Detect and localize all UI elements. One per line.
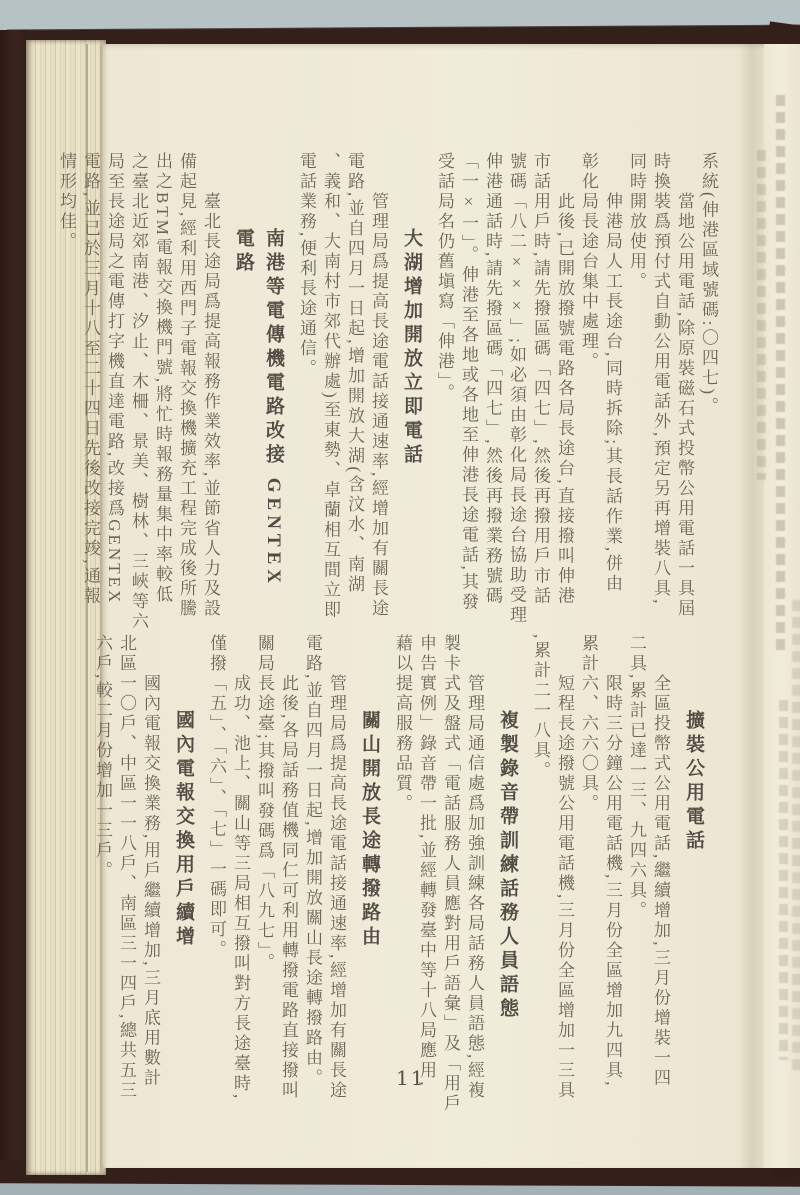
text-column: 情形均佳。	[57, 152, 76, 252]
show-through-text-smudge	[779, 700, 788, 1060]
text-column: 系統(伸港區域號碼:〇四七)。	[699, 152, 718, 418]
text-column: 限時三分鐘公用電話機,三月份全區增加九四具,	[603, 634, 622, 1089]
text-column: 伸港通話時,請先撥區碼「四七」,然後再撥業務號碼	[483, 152, 502, 607]
book-cover-spine-left	[0, 30, 27, 1180]
text-column: 此後,各局話務值機同仁可利用轉撥電路直接撥叫	[279, 634, 298, 1102]
text-column: 市話用戶時,請先撥區碼「四七」,然後再撥用戶市話	[531, 152, 550, 607]
text-column: 此後,已開放撥號電路各局長途台,直接撥叫伸港	[555, 152, 574, 607]
text-column: 國內電報交換業務,用戶繼續增加,三月底用數計	[141, 634, 160, 1089]
section-heading: 大湖增加開放立即電話	[401, 228, 422, 468]
text-column: 受話局名仍舊塡寫「伸港」。	[435, 152, 454, 404]
text-column: 彰化局長途台集中處理。	[579, 152, 598, 372]
section-heading: 複製錄音帶訓練話務人員語態	[497, 710, 518, 1022]
section-heading: 關山開放長途轉撥路由	[359, 710, 380, 950]
text-column: 申告實例」錄音帶一批,並經轉發臺中等十八局應用,	[417, 634, 436, 1089]
text-column: 出之BTM電報交換機門號,將忙時報務量集中率較低	[153, 152, 172, 606]
text-column: 電路,並自四月一日起,增加開放關山長途轉撥路由。	[303, 634, 322, 1089]
text-column: 管理局通信處爲加強訓練各局話務人員語態,經複	[465, 634, 484, 1102]
text-column: 電話業務,便利長途通信。	[297, 152, 316, 380]
text-column: 、義和、大南村市郊代辦處)至東勢、卓蘭相互間立即	[321, 152, 340, 621]
section-heading: 南港等電傳機電路改接 GENTEX 電路	[233, 228, 284, 588]
bottom-text-band	[90, 634, 714, 1114]
text-column: 短程長途撥號公用電話機,三月份全區增加一三具	[555, 634, 574, 1102]
text-column: 同時開放使用。	[627, 152, 646, 292]
show-through-text-smudge	[776, 95, 785, 655]
text-column: 之臺北近郊南港、汐止、木柵、景美、樹林、三峽等六	[129, 152, 148, 632]
text-column: ,累計二一八具。	[531, 634, 550, 782]
text-column: 電路,並自四月一日起,增加開放大湖(含汶水、南湖	[345, 152, 364, 596]
top-text-band	[54, 152, 720, 632]
text-column: 臺北長途局爲提高報務作業效率,並節省人力及設	[201, 152, 220, 620]
text-column: 北區一〇戶、中區一一八戶、南區三一四戶,總共五三	[117, 634, 136, 1102]
text-column: 全區投幣式公用電話,繼續增加,三月份增裝一四	[651, 634, 670, 1089]
text-column: 當地公用電話,除原裝磁石式投幣公用電話一具屆	[675, 152, 694, 620]
page-number: 11	[396, 1066, 426, 1090]
section-heading: 國內電報交換用戶續增	[173, 710, 194, 950]
text-column: 局至長途局之電傳打字機直達電路,改接爲GENTEX	[105, 152, 124, 606]
text-column: 製卡式及盤式「電話服務人員應對用戶語彙」及「用戶	[441, 634, 460, 1114]
text-column: 號碼「八二×××」;如必須由彰化局長途台協助受理	[507, 152, 526, 626]
text-column: 累計六、六六〇具。	[579, 634, 598, 814]
show-through-text-smudge	[757, 150, 766, 480]
text-column: 成功、池上、關山等三局相互撥叫對方長途臺時,	[231, 634, 250, 1102]
text-column: 時換裝爲預付式自動公用電話外,預定另再增裝八具,	[651, 152, 670, 607]
text-column: 藉以提高服務品質。	[393, 634, 412, 814]
text-column: 僅撥「五」、「六」、「七」一碼即可。	[207, 634, 226, 960]
text-column: 管理局爲提高長途電話接通速率,經增加有關長途	[327, 634, 346, 1102]
text-column: 管理局爲提高長途電話接通速率,經增加有關長途	[369, 152, 388, 620]
text-column: 「一×一」。伸港至各地或各地至伸港長途電話,其發	[459, 152, 478, 613]
text-column: 關局長途臺;其撥叫發碼爲「八九七」。	[255, 634, 274, 974]
text-column: 伸港局人工長途台,同時拆除;其長話作業,併由	[603, 152, 622, 595]
text-column: 備起見,經利用西門子電報交換機擴充工程完成後所騰	[177, 152, 196, 620]
show-through-text-smudge	[792, 600, 800, 1070]
text-column: 電路,並已於三月十八至二十四日先後改接完竣,通報	[81, 152, 100, 607]
section-heading: 擴裝公用電話	[683, 710, 704, 854]
text-column: 二具,累計已達一三、九四六具。	[627, 634, 646, 922]
text-column: 六戶,較二月份增加一三戶。	[93, 634, 112, 882]
